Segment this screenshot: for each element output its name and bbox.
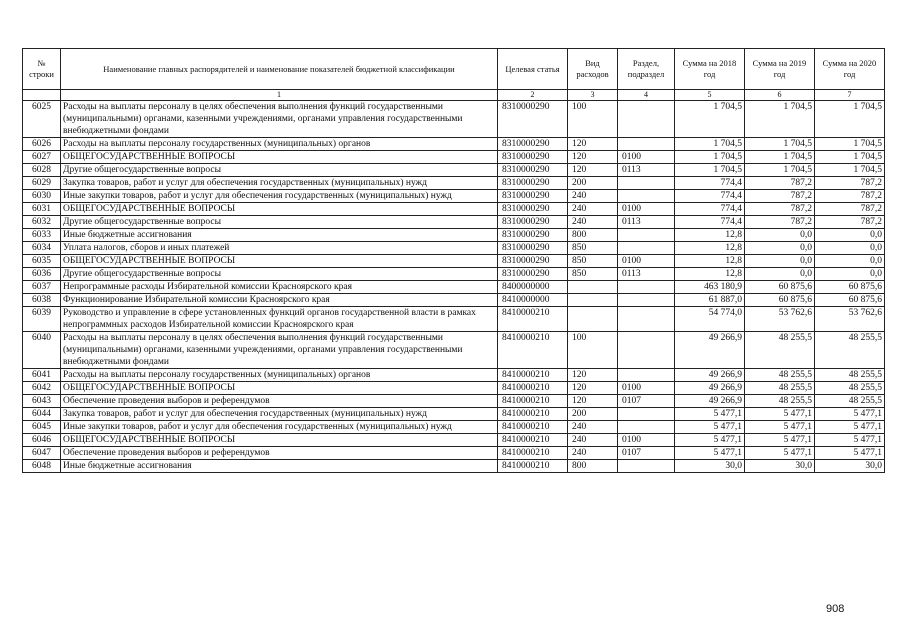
table-row: [23, 242, 885, 255]
table-row: [23, 460, 885, 473]
row-expense-type: 850: [568, 255, 618, 268]
row-number: 6029: [23, 177, 61, 190]
row-section: [618, 177, 675, 190]
row-sum-2018: 12,8: [675, 268, 745, 281]
header-sum-2019: Сумма на 2019 год: [745, 49, 815, 90]
header-row-number: № строки: [23, 49, 61, 90]
row-sum-2020: 48 255,5: [815, 369, 885, 382]
row-target-article: 8410000210: [498, 369, 568, 382]
row-name: Закупка товаров, работ и услуг для обеспечения государственных (муниципальных) нужд: [61, 408, 498, 421]
table-row: [23, 177, 885, 190]
row-sum-2020: 5 477,1: [815, 408, 885, 421]
table-row: [23, 382, 885, 395]
row-sum-2018: 1 704,5: [675, 151, 745, 164]
row-sum-2020: 787,2: [815, 177, 885, 190]
row-sum-2019: 0,0: [745, 268, 815, 281]
row-sum-2018: 5 477,1: [675, 421, 745, 434]
row-name: Закупка товаров, работ и услуг для обеспечения государственных (муниципальных) нужд: [61, 177, 498, 190]
row-expense-type: 240: [568, 203, 618, 216]
row-sum-2019: 1 704,5: [745, 101, 815, 138]
row-name: ОБЩЕГОСУДАРСТВЕННЫЕ ВОПРОСЫ: [61, 434, 498, 447]
row-expense-type: 120: [568, 395, 618, 408]
row-section: 0113: [618, 216, 675, 229]
row-section: 0100: [618, 382, 675, 395]
row-section: 0113: [618, 268, 675, 281]
row-section: [618, 242, 675, 255]
row-number: 6043: [23, 395, 61, 408]
row-sum-2019: 787,2: [745, 216, 815, 229]
row-section: [618, 460, 675, 473]
row-sum-2020: 48 255,5: [815, 382, 885, 395]
row-expense-type: 120: [568, 164, 618, 177]
row-expense-type: 100: [568, 101, 618, 138]
row-target-article: 8310000290: [498, 151, 568, 164]
row-number: 6042: [23, 382, 61, 395]
row-sum-2020: 787,2: [815, 216, 885, 229]
table-row: [23, 395, 885, 408]
row-number: 6025: [23, 101, 61, 138]
table-body: [23, 101, 885, 473]
row-sum-2018: 1 704,5: [675, 101, 745, 138]
row-expense-type: 240: [568, 190, 618, 203]
row-expense-type: 240: [568, 447, 618, 460]
row-number: 6045: [23, 421, 61, 434]
row-target-article: 8310000290: [498, 229, 568, 242]
row-name: ОБЩЕГОСУДАРСТВЕННЫЕ ВОПРОСЫ: [61, 203, 498, 216]
row-number: 6037: [23, 281, 61, 294]
row-expense-type: [568, 307, 618, 332]
row-name: Расходы на выплаты персоналу государственных (муниципальных) органов: [61, 138, 498, 151]
row-sum-2020: 787,2: [815, 190, 885, 203]
row-sum-2018: 463 180,9: [675, 281, 745, 294]
row-name: Другие общегосударственные вопросы: [61, 164, 498, 177]
table-row: [23, 138, 885, 151]
row-target-article: 8410000210: [498, 447, 568, 460]
row-sum-2018: 5 477,1: [675, 434, 745, 447]
row-sum-2018: 774,4: [675, 177, 745, 190]
row-expense-type: 800: [568, 460, 618, 473]
row-sum-2020: 1 704,5: [815, 101, 885, 138]
table-header-row: [23, 49, 885, 90]
row-sum-2019: 787,2: [745, 177, 815, 190]
row-sum-2019: 5 477,1: [745, 434, 815, 447]
row-target-article: 8410000210: [498, 382, 568, 395]
row-sum-2019: 0,0: [745, 229, 815, 242]
row-name: Расходы на выплаты персоналу государственных (муниципальных) органов: [61, 369, 498, 382]
row-expense-type: 240: [568, 421, 618, 434]
row-sum-2020: 0,0: [815, 229, 885, 242]
row-sum-2020: 1 704,5: [815, 151, 885, 164]
table-row: [23, 255, 885, 268]
row-sum-2019: 1 704,5: [745, 138, 815, 151]
row-number: 6036: [23, 268, 61, 281]
row-target-article: 8410000210: [498, 421, 568, 434]
row-target-article: 8310000290: [498, 164, 568, 177]
row-number: 6039: [23, 307, 61, 332]
column-number: 2: [498, 90, 568, 101]
row-section: [618, 101, 675, 138]
row-sum-2018: 12,8: [675, 255, 745, 268]
row-sum-2018: 774,4: [675, 203, 745, 216]
row-target-article: 8310000290: [498, 101, 568, 138]
row-number: 6027: [23, 151, 61, 164]
header-expense-type: Вид расходов: [568, 49, 618, 90]
row-sum-2018: 49 266,9: [675, 382, 745, 395]
row-sum-2019: 0,0: [745, 242, 815, 255]
row-section: 0107: [618, 395, 675, 408]
header-sum-2018: Сумма на 2018 год: [675, 49, 745, 90]
column-number: 6: [745, 90, 815, 101]
row-sum-2018: 49 266,9: [675, 395, 745, 408]
row-section: 0100: [618, 151, 675, 164]
column-number: 3: [568, 90, 618, 101]
row-sum-2020: 1 704,5: [815, 138, 885, 151]
row-number: 6034: [23, 242, 61, 255]
row-target-article: 8310000290: [498, 190, 568, 203]
table-row: [23, 434, 885, 447]
row-sum-2020: 48 255,5: [815, 395, 885, 408]
row-number: 6041: [23, 369, 61, 382]
header-target-article: Целевая статья: [498, 49, 568, 90]
row-sum-2018: 61 887,0: [675, 294, 745, 307]
column-number: 4: [618, 90, 675, 101]
row-sum-2019: 0,0: [745, 255, 815, 268]
row-sum-2019: 5 477,1: [745, 408, 815, 421]
row-number: 6033: [23, 229, 61, 242]
row-number: 6040: [23, 332, 61, 369]
row-name: Расходы на выплаты персоналу в целях обеспечения выполнения функций государственными (муниципальными) органами, казенными учреждениями, органами управления государственными внебюджетными фондами: [61, 332, 498, 369]
table-row: [23, 229, 885, 242]
row-sum-2018: 5 477,1: [675, 447, 745, 460]
row-expense-type: 850: [568, 268, 618, 281]
row-number: 6031: [23, 203, 61, 216]
row-number: 6047: [23, 447, 61, 460]
row-sum-2019: 5 477,1: [745, 421, 815, 434]
row-sum-2018: 774,4: [675, 216, 745, 229]
page-number: 908: [826, 603, 845, 615]
row-sum-2018: 5 477,1: [675, 408, 745, 421]
row-target-article: 8410000210: [498, 460, 568, 473]
row-sum-2020: 5 477,1: [815, 434, 885, 447]
row-sum-2018: 30,0: [675, 460, 745, 473]
table-row: [23, 307, 885, 332]
budget-table-sheet: [22, 48, 884, 473]
table-row: [23, 281, 885, 294]
row-expense-type: 120: [568, 151, 618, 164]
row-name: Расходы на выплаты персоналу в целях обеспечения выполнения функций государственными (муниципальными) органами, казенными учреждениями, органами управления государственными внебюджетными фондами: [61, 101, 498, 138]
table-row: [23, 164, 885, 177]
row-name: ОБЩЕГОСУДАРСТВЕННЫЕ ВОПРОСЫ: [61, 382, 498, 395]
table-row: [23, 203, 885, 216]
row-section: [618, 281, 675, 294]
row-number: 6026: [23, 138, 61, 151]
row-sum-2020: 5 477,1: [815, 421, 885, 434]
table-row: [23, 151, 885, 164]
table-row: [23, 216, 885, 229]
row-section: 0113: [618, 164, 675, 177]
budget-table: [22, 48, 885, 473]
row-sum-2019: 60 875,6: [745, 281, 815, 294]
row-sum-2018: 49 266,9: [675, 332, 745, 369]
header-section: Раздел, подраздел: [618, 49, 675, 90]
row-name: Иные бюджетные ассигнования: [61, 460, 498, 473]
row-sum-2020: 5 477,1: [815, 447, 885, 460]
row-target-article: 8310000290: [498, 242, 568, 255]
row-sum-2020: 0,0: [815, 268, 885, 281]
row-target-article: 8410000210: [498, 307, 568, 332]
row-sum-2019: 787,2: [745, 190, 815, 203]
row-sum-2019: 60 875,6: [745, 294, 815, 307]
row-name: Другие общегосударственные вопросы: [61, 216, 498, 229]
row-section: [618, 294, 675, 307]
table-row: [23, 421, 885, 434]
row-name: Иные закупки товаров, работ и услуг для обеспечения государственных (муниципальных) нужд: [61, 421, 498, 434]
table-row: [23, 268, 885, 281]
row-number: 6030: [23, 190, 61, 203]
row-sum-2018: 12,8: [675, 242, 745, 255]
row-expense-type: 200: [568, 177, 618, 190]
column-number: 5: [675, 90, 745, 101]
row-target-article: 8310000290: [498, 216, 568, 229]
table-row: [23, 190, 885, 203]
row-number: 6046: [23, 434, 61, 447]
row-section: [618, 190, 675, 203]
table-row: [23, 447, 885, 460]
row-name: Обеспечение проведения выборов и референдумов: [61, 447, 498, 460]
row-target-article: 8410000210: [498, 434, 568, 447]
row-target-article: 8410000210: [498, 332, 568, 369]
row-sum-2020: 1 704,5: [815, 164, 885, 177]
row-expense-type: 800: [568, 229, 618, 242]
row-target-article: 8310000290: [498, 203, 568, 216]
row-sum-2020: 60 875,6: [815, 294, 885, 307]
row-section: 0100: [618, 255, 675, 268]
table-row: [23, 294, 885, 307]
column-number: 7: [815, 90, 885, 101]
row-sum-2019: 1 704,5: [745, 164, 815, 177]
row-target-article: 8310000290: [498, 138, 568, 151]
row-number: 6044: [23, 408, 61, 421]
row-target-article: 8400000000: [498, 281, 568, 294]
row-sum-2018: 1 704,5: [675, 138, 745, 151]
row-sum-2019: 53 762,6: [745, 307, 815, 332]
row-sum-2018: 54 774,0: [675, 307, 745, 332]
table-row: [23, 408, 885, 421]
row-section: [618, 332, 675, 369]
row-expense-type: 200: [568, 408, 618, 421]
row-section: [618, 369, 675, 382]
row-expense-type: 120: [568, 369, 618, 382]
header-name: Наименование главных распорядителей и наименование показателей бюджетной классификации: [61, 49, 498, 90]
row-sum-2020: 30,0: [815, 460, 885, 473]
column-number: 1: [61, 90, 498, 101]
row-sum-2019: 48 255,5: [745, 395, 815, 408]
row-name: ОБЩЕГОСУДАРСТВЕННЫЕ ВОПРОСЫ: [61, 255, 498, 268]
table-row: [23, 101, 885, 138]
row-sum-2020: 0,0: [815, 242, 885, 255]
row-sum-2019: 48 255,5: [745, 382, 815, 395]
row-number: 6048: [23, 460, 61, 473]
row-name: Обеспечение проведения выборов и референдумов: [61, 395, 498, 408]
row-name: Другие общегосударственные вопросы: [61, 268, 498, 281]
row-expense-type: 240: [568, 434, 618, 447]
row-target-article: 8310000290: [498, 177, 568, 190]
row-name: Уплата налогов, сборов и иных платежей: [61, 242, 498, 255]
row-target-article: 8310000290: [498, 255, 568, 268]
row-sum-2020: 787,2: [815, 203, 885, 216]
row-target-article: 8410000210: [498, 395, 568, 408]
row-section: 0100: [618, 434, 675, 447]
row-number: 6032: [23, 216, 61, 229]
row-expense-type: [568, 294, 618, 307]
row-expense-type: 100: [568, 332, 618, 369]
row-section: [618, 138, 675, 151]
row-sum-2018: 12,8: [675, 229, 745, 242]
row-section: 0107: [618, 447, 675, 460]
row-sum-2018: 1 704,5: [675, 164, 745, 177]
row-sum-2020: 0,0: [815, 255, 885, 268]
row-name: Руководство и управление в сфере установленных функций органов государственной власти в рамках непрограммных расходов Избирательной комиссии Красноярского края: [61, 307, 498, 332]
row-number: 6035: [23, 255, 61, 268]
row-expense-type: 120: [568, 138, 618, 151]
row-sum-2019: 30,0: [745, 460, 815, 473]
row-sum-2018: 49 266,9: [675, 369, 745, 382]
row-expense-type: 850: [568, 242, 618, 255]
row-name: Функционирование Избирательной комиссии Красноярского края: [61, 294, 498, 307]
row-section: [618, 229, 675, 242]
row-target-article: 8310000290: [498, 268, 568, 281]
row-section: [618, 421, 675, 434]
row-sum-2019: 1 704,5: [745, 151, 815, 164]
row-number: 6038: [23, 294, 61, 307]
row-name: ОБЩЕГОСУДАРСТВЕННЫЕ ВОПРОСЫ: [61, 151, 498, 164]
row-sum-2019: 5 477,1: [745, 447, 815, 460]
row-name: Иные закупки товаров, работ и услуг для обеспечения государственных (муниципальных) нужд: [61, 190, 498, 203]
row-expense-type: 120: [568, 382, 618, 395]
row-sum-2020: 48 255,5: [815, 332, 885, 369]
row-sum-2020: 53 762,6: [815, 307, 885, 332]
row-section: 0100: [618, 203, 675, 216]
table-row: [23, 369, 885, 382]
column-number-row: [23, 90, 885, 101]
row-target-article: 8410000210: [498, 408, 568, 421]
row-section: [618, 408, 675, 421]
row-sum-2018: 774,4: [675, 190, 745, 203]
row-name: Иные бюджетные ассигнования: [61, 229, 498, 242]
header-sum-2020: Сумма на 2020 год: [815, 49, 885, 90]
row-section: [618, 307, 675, 332]
row-target-article: 8410000000: [498, 294, 568, 307]
row-sum-2019: 48 255,5: [745, 369, 815, 382]
row-sum-2019: 48 255,5: [745, 332, 815, 369]
column-number: [23, 90, 61, 101]
table-row: [23, 332, 885, 369]
row-sum-2020: 60 875,6: [815, 281, 885, 294]
row-number: 6028: [23, 164, 61, 177]
row-sum-2019: 787,2: [745, 203, 815, 216]
row-name: Непрограммные расходы Избирательной комиссии Красноярского края: [61, 281, 498, 294]
row-expense-type: [568, 281, 618, 294]
row-expense-type: 240: [568, 216, 618, 229]
